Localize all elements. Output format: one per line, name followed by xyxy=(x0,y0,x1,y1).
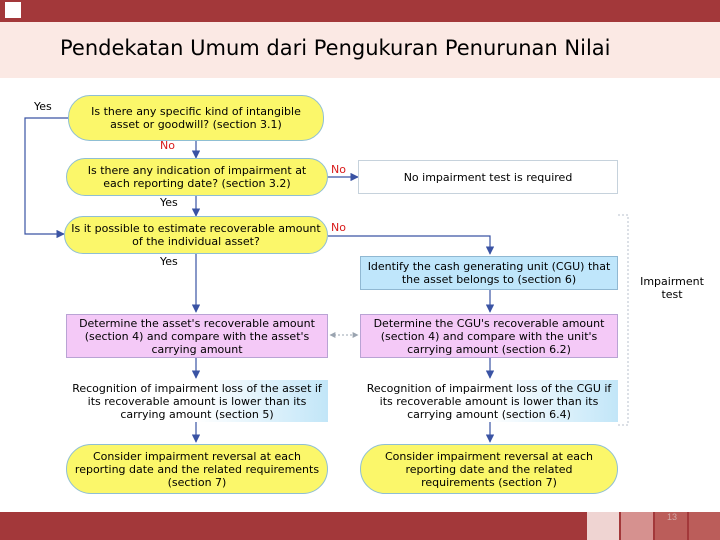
recognition-asset-box: Recognition of impairment loss of the asset if its recoverable amount is lower than its carrying amount (section 5) xyxy=(66,380,328,422)
impairment-test-label: Impairment test xyxy=(640,275,704,301)
no-label-3: No xyxy=(331,221,346,234)
reversal-asset-pill: Consider impairment reversal at each reporting date and the related requirements (section 7) xyxy=(66,444,328,494)
decision-specific-asset: Is there any specific kind of intangible asset or goodwill? (section 3.1) xyxy=(68,95,324,141)
reversal-cgu-pill: Consider impairment reversal at each reporting date and the related requirements (section 7) xyxy=(360,444,618,494)
impairment-bracket xyxy=(618,215,628,425)
footer-tile-4 xyxy=(689,512,720,540)
footer-tile-1 xyxy=(587,512,619,540)
decision-indication: Is there any indication of impairment at each reporting date? (section 3.2) xyxy=(66,158,328,196)
no-to-cgu-connector xyxy=(328,236,490,254)
page-number: 13 xyxy=(666,512,677,522)
no-label-1: No xyxy=(160,139,175,152)
yes-label-top: Yes xyxy=(34,100,52,113)
decision-estimate: Is it possible to estimate recoverable amount of the individual asset? xyxy=(64,216,328,254)
footer-bar xyxy=(0,512,720,540)
footer-tile-2 xyxy=(621,512,653,540)
determine-asset-box: Determine the asset's recoverable amount (section 4) and compare with the asset's carrying amount xyxy=(66,314,328,358)
no-label-2: No xyxy=(331,163,346,176)
determine-cgu-box: Determine the CGU's recoverable amount (section 4) and compare with the unit's carrying amount (section 6.2) xyxy=(360,314,618,358)
no-impairment-box: No impairment test is required xyxy=(358,160,618,194)
yes-label-3: Yes xyxy=(160,255,178,268)
identify-cgu-box: Identify the cash generating unit (CGU) that the asset belongs to (section 6) xyxy=(360,256,618,290)
recognition-cgu-box: Recognition of impairment loss of the CGU if its recoverable amount is lower than its carrying amount (section 6.4) xyxy=(360,380,618,422)
slide-title: Pendekatan Umum dari Pengukuran Penurunan Nilai xyxy=(60,36,611,60)
yes-loop-connector xyxy=(25,118,68,234)
yes-label-2: Yes xyxy=(160,196,178,209)
